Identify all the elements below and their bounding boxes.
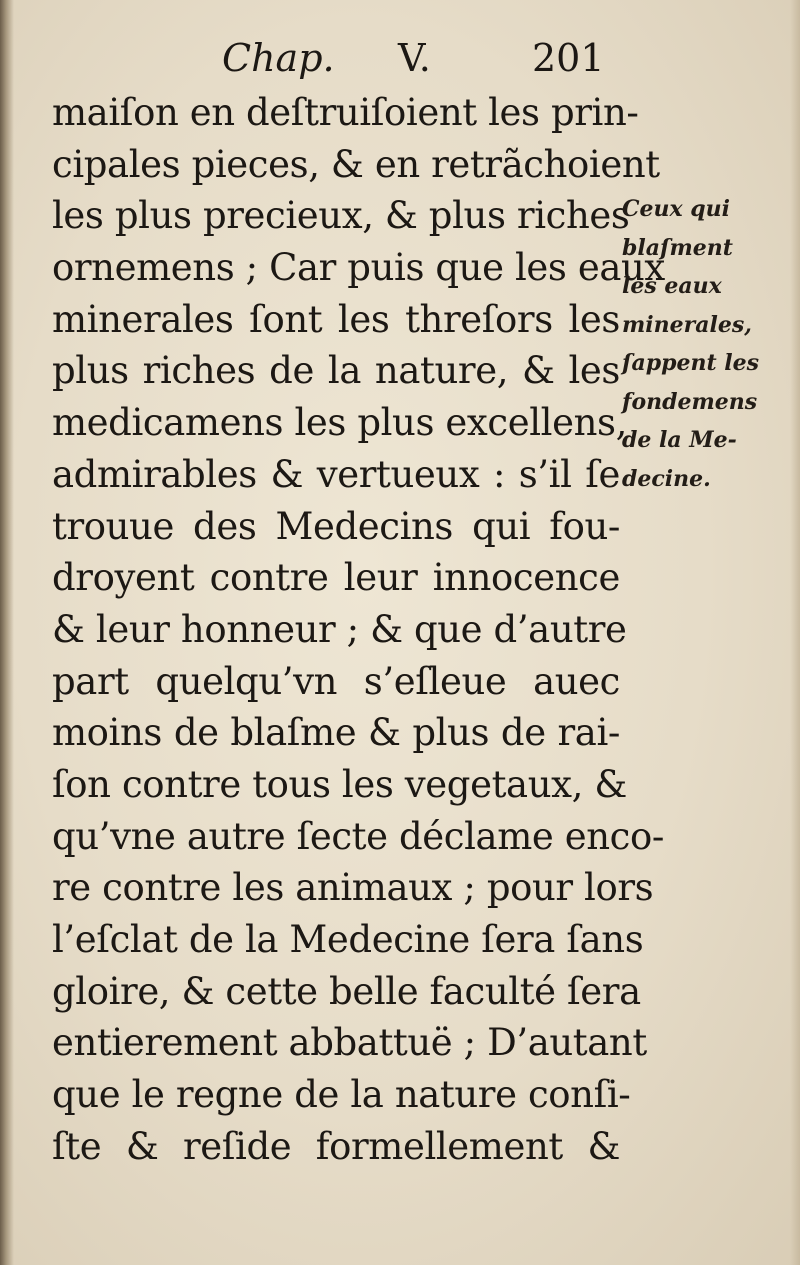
text-line: que le regne de la nature conſi- xyxy=(52,1073,631,1117)
text-line: part quelqu’vn s’eſleue auec xyxy=(52,659,620,703)
margin-note-line: les eaux xyxy=(622,273,722,299)
text-line: cipales pieces, & en retrãchoient xyxy=(52,142,660,186)
margin-note-line: blaſment xyxy=(622,234,733,261)
main-text xyxy=(52,87,665,1172)
running-header xyxy=(0,28,800,88)
header-chapter-number: V. xyxy=(398,36,431,80)
text-line: re contre les animaux ; pour lors xyxy=(52,866,654,910)
margin-note-line: de la Me- xyxy=(622,427,737,453)
text-line: plus riches de la nature, & les xyxy=(52,349,620,393)
text-line: droyent contre leur innocence xyxy=(52,556,620,600)
binding-shadow xyxy=(0,0,14,1265)
text-line: ſon contre tous les vegetaux, & xyxy=(52,762,627,806)
text-line: l’eſclat de la Medecine ſera ſans xyxy=(52,918,644,961)
page-edge xyxy=(790,0,800,1265)
text-line: & leur honneur ; & que d’autre xyxy=(52,607,627,651)
text-line: entierement abbattuë ; D’autant xyxy=(52,1021,647,1065)
text-line: minerales ſont les threſors les xyxy=(52,297,620,341)
text-line: moins de blaſme & plus de rai- xyxy=(52,711,620,755)
margin-note-line: Ceux qui xyxy=(622,196,731,222)
text-line: admirables & vertueux : s’il ſe xyxy=(52,452,620,496)
text-line: ornemens ; Car puis que les eaux xyxy=(52,246,665,290)
page-number: 201 xyxy=(532,36,605,80)
marginal-note xyxy=(622,190,782,498)
text-line: trouue des Medecins qui fou- xyxy=(52,504,620,548)
text-line: medicamens les plus excellens, xyxy=(52,401,627,445)
margin-note-line: fondemens xyxy=(622,388,758,415)
text-line: les plus precieux, & plus riches xyxy=(52,194,630,238)
margin-note-line: minerales, xyxy=(622,311,752,338)
text-line: maiſon en deſtruiſoient les prin- xyxy=(52,91,639,134)
margin-note-line: ſappent les xyxy=(622,350,760,376)
text-line: ſte & reſide formellement & xyxy=(52,1124,620,1168)
text-line: gloire, & cette belle faculté ſera xyxy=(52,969,641,1013)
header-chapter: Chap. xyxy=(222,36,335,80)
margin-note-line: decine. xyxy=(622,465,711,492)
text-line: qu’vne autre ſecte déclame enco- xyxy=(52,814,664,858)
